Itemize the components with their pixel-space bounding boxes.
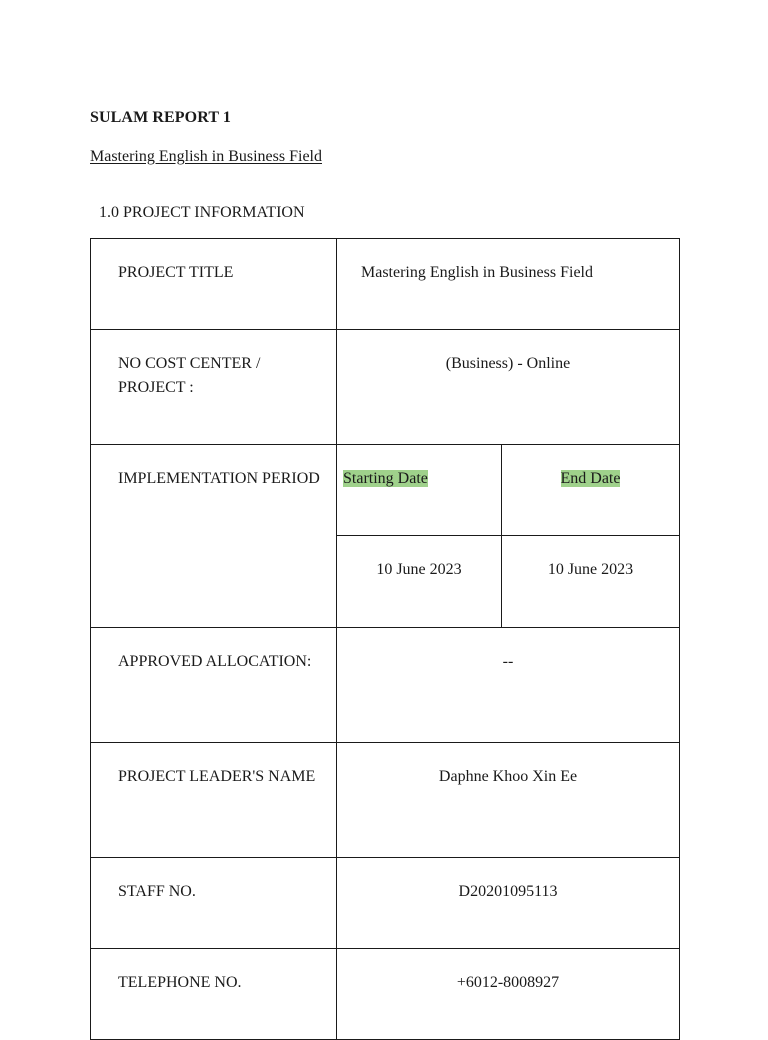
project-leader-value: Daphne Khoo Xin Ee: [337, 743, 680, 858]
table-row-project-title: [91, 239, 680, 330]
staff-no-label: STAFF NO.: [91, 858, 337, 949]
starting-date-header-cell: [337, 445, 502, 536]
end-date-header: End Date: [560, 470, 621, 487]
approved-allocation-label: APPROVED ALLOCATION:: [91, 628, 337, 743]
document-subtitle: Mastering English in Business Field: [90, 148, 322, 165]
table-row-staff-no: [91, 858, 680, 949]
starting-date-value: 10 June 2023: [337, 536, 502, 628]
table-row-telephone-no: [91, 949, 680, 1040]
table-row-implementation-headers: [91, 445, 680, 536]
project-leader-label: PROJECT LEADER'S NAME: [91, 743, 337, 858]
section-heading: 1.0 PROJECT INFORMATION: [99, 204, 305, 221]
approved-allocation-value: --: [337, 628, 680, 743]
cost-center-label: NO COST CENTER / PROJECT :: [91, 330, 337, 445]
end-date-value: 10 June 2023: [502, 536, 680, 628]
project-title-label: PROJECT TITLE: [91, 239, 337, 330]
telephone-no-value: +6012-8008927: [337, 949, 680, 1040]
project-title-value: Mastering English in Business Field: [337, 239, 680, 330]
implementation-period-label: IMPLEMENTATION PERIOD: [91, 445, 337, 628]
end-date-header-cell: [502, 445, 680, 536]
telephone-no-label: TELEPHONE NO.: [91, 949, 337, 1040]
starting-date-header: Starting Date: [343, 470, 428, 487]
cost-center-value: (Business) - Online: [337, 330, 680, 445]
project-information-table: [90, 238, 680, 1040]
table-row-cost-center: [91, 330, 680, 445]
staff-no-value: D20201095113: [337, 858, 680, 949]
table-row-approved-allocation: [91, 628, 680, 743]
document-title: SULAM REPORT 1: [90, 109, 232, 126]
table-row-project-leader: [91, 743, 680, 858]
